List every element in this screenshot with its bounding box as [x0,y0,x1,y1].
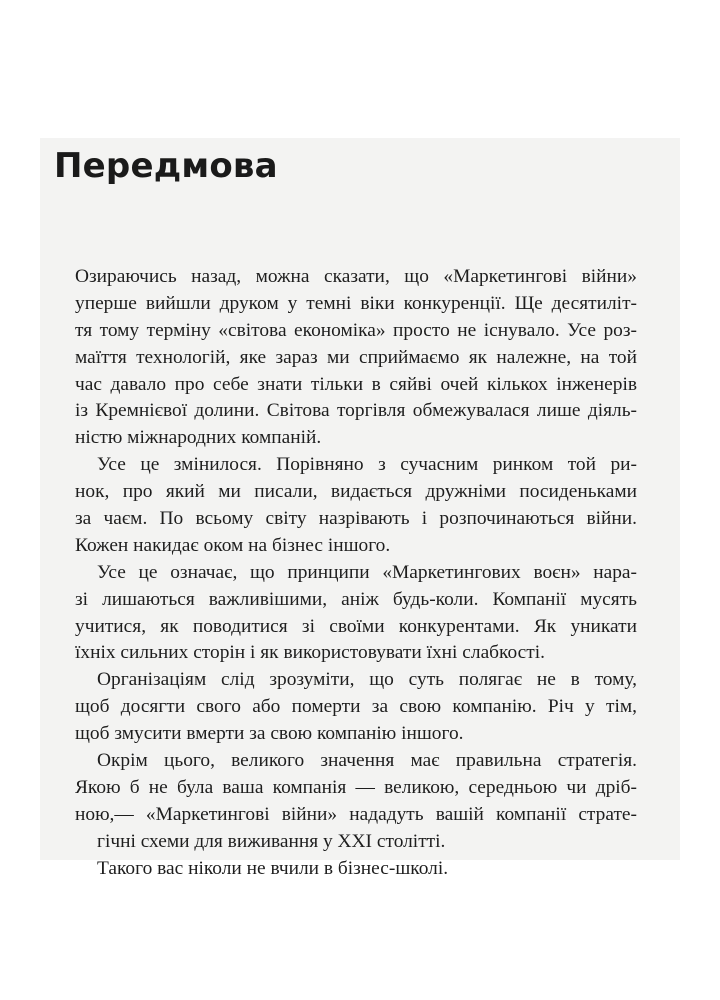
text-line: Такого вас ніколи не вчили в бізнес-школі. [97,857,449,879]
text-line: тя тому терміну «світова економіка» просто не існувало. Усе роз- [75,319,637,341]
body-text [75,264,637,882]
text-line: гічні схеми для виживання у XXI столітті. [97,830,446,852]
text-line: учитися, як поводитися зі своїми конкурентами. Як уникати [75,615,637,637]
text-line: нок, про який ми писали, видається дружніми посиденьками [75,481,637,503]
text-line: за чаєм. По всьому світу назрівають і розпочинаються війни. [75,508,637,530]
text-line: час давало про себе знати тільки в сяйві очей кількох інженерів [75,373,637,395]
text-line: Кожен накидає оком на бізнес іншого. [75,534,391,556]
text-line: із Кремнієвої долини. Світова торгівля обмежувалася лише діяль- [75,400,637,422]
text-line: Озираючись назад, можна сказати, що «Маркетингові війни» [75,266,637,287]
text-line: ною,— «Маркетингові війни» нададуть вашій компанії страте- [75,803,637,825]
text-line: ністю міжнародних компаній. [75,427,322,449]
text-line: Усе це змінилося. Порівняно з сучасним ринком той ри- [97,454,637,476]
text-line: уперше вийшли друком у темні віки конкуренції. Ще десятиліт- [75,292,637,314]
text-line: Організаціям слід зрозуміти, що суть полягає не в тому, [97,669,637,691]
text-line: Окрім цього, великого значення має правильна стратегія. [97,750,637,772]
text-line: Якою б не була ваша компанія — великою, середньою чи дріб- [75,776,637,798]
text-line: щоб досягти свого або померти за свою компанію. Річ у тім, [75,696,637,718]
text-line: зі лишаються важливішими, аніж будь-коли. Компанії мусять [75,588,637,610]
chapter-title: Передмова [54,146,278,186]
text-line: Усе це означає, що принципи «Маркетингових воєн» нара- [97,561,637,583]
text-line: їхніх сильних сторін і як використовувати їхні слабкості. [75,642,545,664]
text-line: маїття технологій, яке зараз ми сприймаємо як належне, на той [75,346,637,368]
text-line: щоб змусити вмерти за свою компанію іншого. [75,723,464,745]
